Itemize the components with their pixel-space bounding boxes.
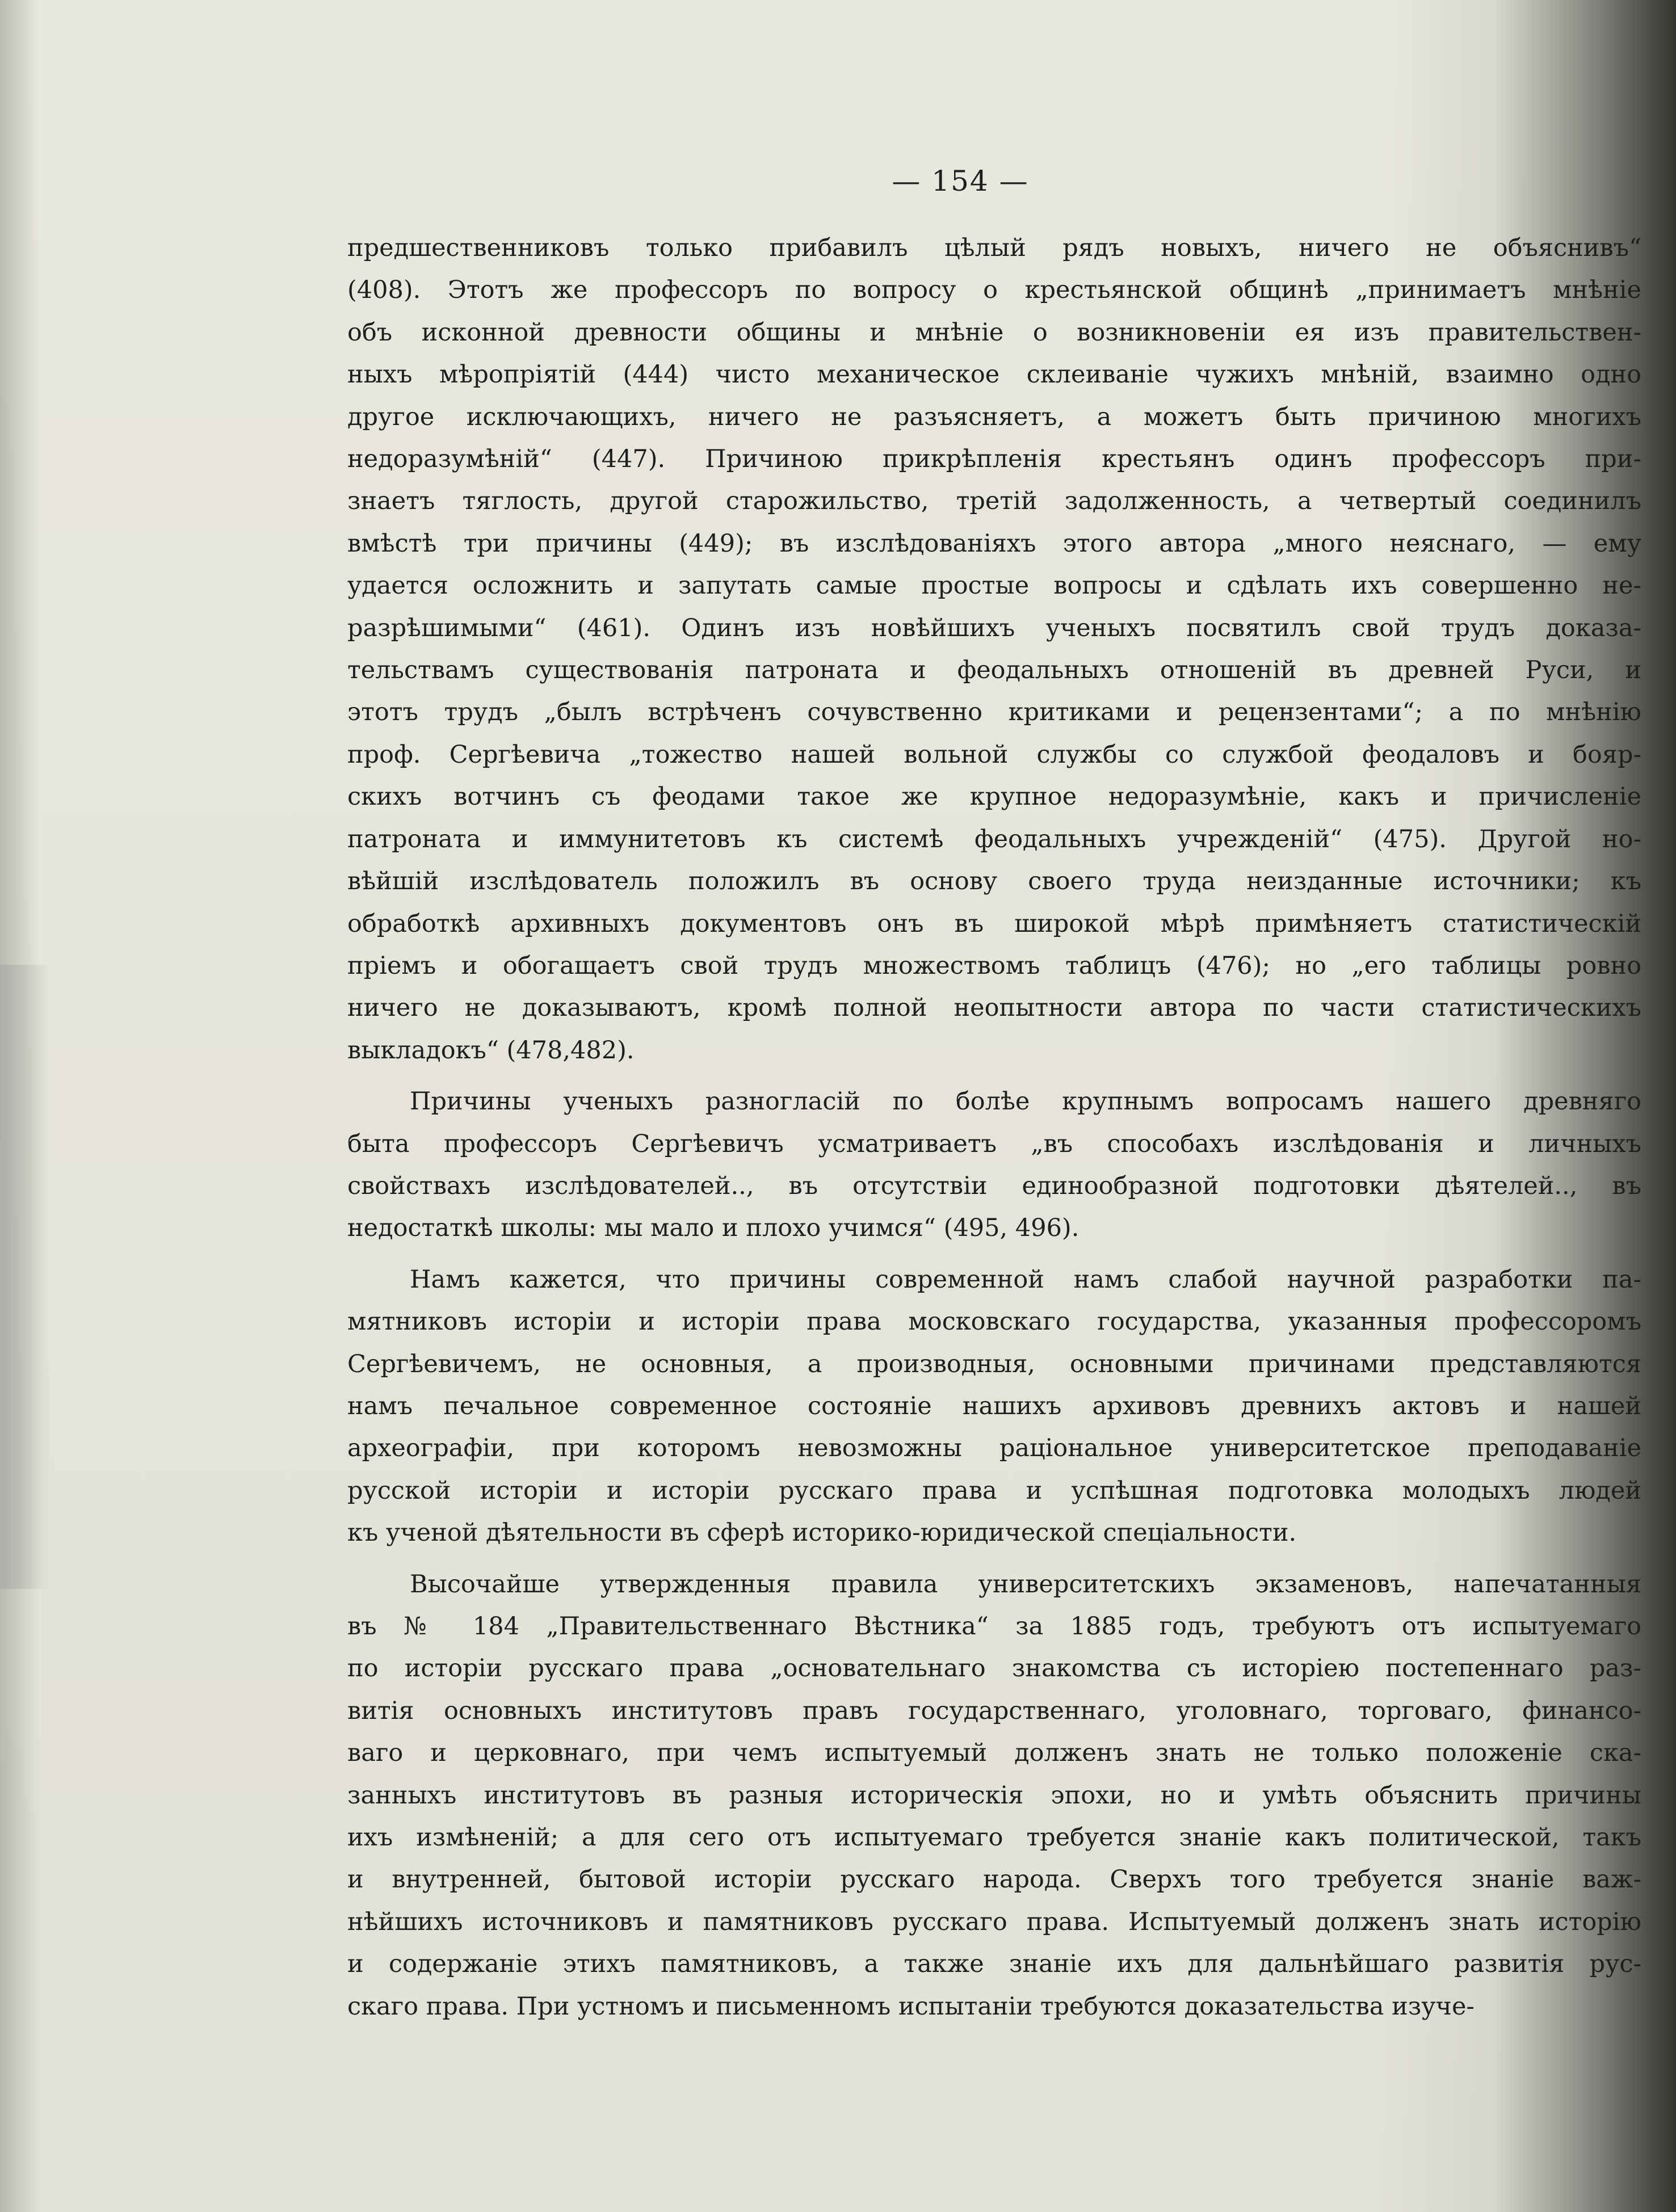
text-line: ваго и церковнаго, при чемъ испытуемый долженъ знать не только положеніе ска- (347, 1739, 1641, 1768)
text-line: къ ученой дѣятельности въ сферѣ историко-юридической спеціальности. (347, 1519, 1297, 1547)
paragraph-2 (347, 1080, 1641, 1250)
text-line: свойствахъ изслѣдователей.., въ отсутствіи единообразной подготовки дѣятелей.., въ (347, 1171, 1641, 1200)
text-line: пріемъ и обогащаетъ свой трудъ множествомъ таблицъ (476); но „его таблицы ровно (347, 951, 1641, 980)
text-line: по исторіи русскаго права „основательнаго знакомства съ исторіею постепеннаго раз- (347, 1654, 1641, 1683)
text-line: проф. Сергѣевича „тожество нашей вольной службы со службой феодаловъ и бояр- (347, 740, 1641, 769)
text-line: въ № 184 „Правительственнаго Вѣстника“ за 1885 годъ, требуютъ отъ испытуемаго (347, 1612, 1641, 1641)
text-line: выкладокъ“ (478,482). (347, 1036, 635, 1065)
text-line: нѣйшихъ источниковъ и памятниковъ русскаго права. Испытуемый долженъ знать исторію (347, 1907, 1641, 1936)
text-line: и внутренней, бытовой исторіи русскаго народа. Сверхъ того требуется знаніе важ- (347, 1865, 1641, 1894)
text-line: Высочайше утвержденныя правила университетскихъ экзаменовъ, напечатанныя (410, 1570, 1641, 1599)
text-line: археографіи, при которомъ невозможны раціональное университетское преподаваніе (347, 1434, 1641, 1463)
paragraph-4 (347, 1563, 1641, 2028)
page-number: — 154 — (892, 165, 1029, 197)
text-line: удается осложнить и запутать самые простые вопросы и сдѣлать ихъ совершенно не- (347, 571, 1641, 600)
text-line: обработкѣ архивныхъ документовъ онъ въ широкой мѣрѣ примѣняетъ статистическій (347, 909, 1641, 938)
text-line: ничего не доказываютъ, кромѣ полной неопытности автора по части статистическихъ (347, 994, 1641, 1023)
text-line: намъ печальное современное состояніе нашихъ архивовъ древнихъ актовъ и нашей (347, 1391, 1641, 1420)
text-line: недоразумѣній“ (447). Причиною прикрѣпленія крестьянъ одинъ профессоръ при- (347, 445, 1641, 474)
text-line: предшественниковъ только прибавилъ цѣлый рядъ новыхъ, ничего не объяснивъ“ (347, 234, 1641, 262)
text-line: ныхъ мѣропріятій (444) чисто механическое склеиваніе чужихъ мнѣній, взаимно одно (347, 360, 1641, 389)
text-line: скаго права. При устномъ и письменномъ испытаніи требуются доказательства изуче- (347, 1992, 1475, 2021)
text-line: мятниковъ исторіи и исторіи права московскаго государства, указанныя профессоромъ (347, 1307, 1641, 1336)
text-line: вмѣстѣ три причины (449); въ изслѣдованіяхъ этого автора „много неяснаго, — ему (347, 529, 1641, 558)
text-line: патроната и иммунитетовъ къ системѣ феодальныхъ учрежденій“ (475). Другой но- (347, 825, 1641, 853)
text-line: другое исключающихъ, ничего не разъясняетъ, а можетъ быть причиною многихъ (347, 402, 1641, 431)
text-line: (408). Этотъ же профессоръ по вопросу о крестьянской общинѣ „принимаетъ мнѣніе (347, 276, 1641, 305)
paragraph-1 (347, 227, 1641, 1071)
text-line: Причины ученыхъ разногласій по болѣе крупнымъ вопросамъ нашего древняго (410, 1087, 1641, 1116)
text-line: тельствамъ существованія патроната и феодальныхъ отношеній въ древней Руси, и (347, 656, 1641, 685)
text-line: разрѣшимыми“ (461). Одинъ изъ новѣйшихъ ученыхъ посвятилъ свой трудъ доказа- (347, 613, 1641, 642)
text-line: скихъ вотчинъ съ феодами такое же крупное недоразумѣніе, какъ и причисленіе (347, 783, 1641, 811)
text-line: ихъ измѣненій; а для сего отъ испытуемаго требуется знаніе какъ политической, такъ (347, 1823, 1641, 1852)
text-line: этотъ трудъ „былъ встрѣченъ сочувственно критиками и рецензентами“; а по мнѣнію (347, 698, 1641, 727)
page-text (347, 165, 1641, 2028)
text-line: вѣйшій изслѣдователь положилъ въ основу своего труда неизданные источники; къ (347, 867, 1641, 896)
text-line: недостаткѣ школы: мы мало и плохо учимся“ (495, 496). (347, 1214, 1079, 1243)
text-line: витія основныхъ институтовъ правъ государственнаго, уголовнаго, торговаго, финансо- (347, 1696, 1641, 1725)
text-line: быта профессоръ Сергѣевичъ усматриваетъ „въ способахъ изслѣдованія и личныхъ (347, 1129, 1641, 1158)
text-line: и содержаніе этихъ памятниковъ, а также знаніе ихъ для дальнѣйшаго развитія рус- (347, 1950, 1641, 1979)
text-line: объ исконной древности общины и мнѣніе о возникновеніи ея изъ правительствен- (347, 318, 1641, 347)
text-line: занныхъ институтовъ въ разныя историческія эпохи, но и умѣть объяснить причины (347, 1781, 1641, 1810)
text-line: русской исторіи и исторіи русскаго права и успѣшная подготовка молодыхъ людей (347, 1476, 1641, 1505)
text-line: знаетъ тяглость, другой старожильство, третій задолженность, а четвертый соединилъ (347, 487, 1641, 516)
paragraph-3 (347, 1259, 1641, 1554)
text-line: Намъ кажется, что причины современной намъ слабой научной разработки па- (410, 1265, 1641, 1294)
text-line: Сергѣевичемъ, не основныя, а производныя, основными причинами представляются (347, 1349, 1641, 1378)
page-edge-shadow (0, 965, 51, 1589)
